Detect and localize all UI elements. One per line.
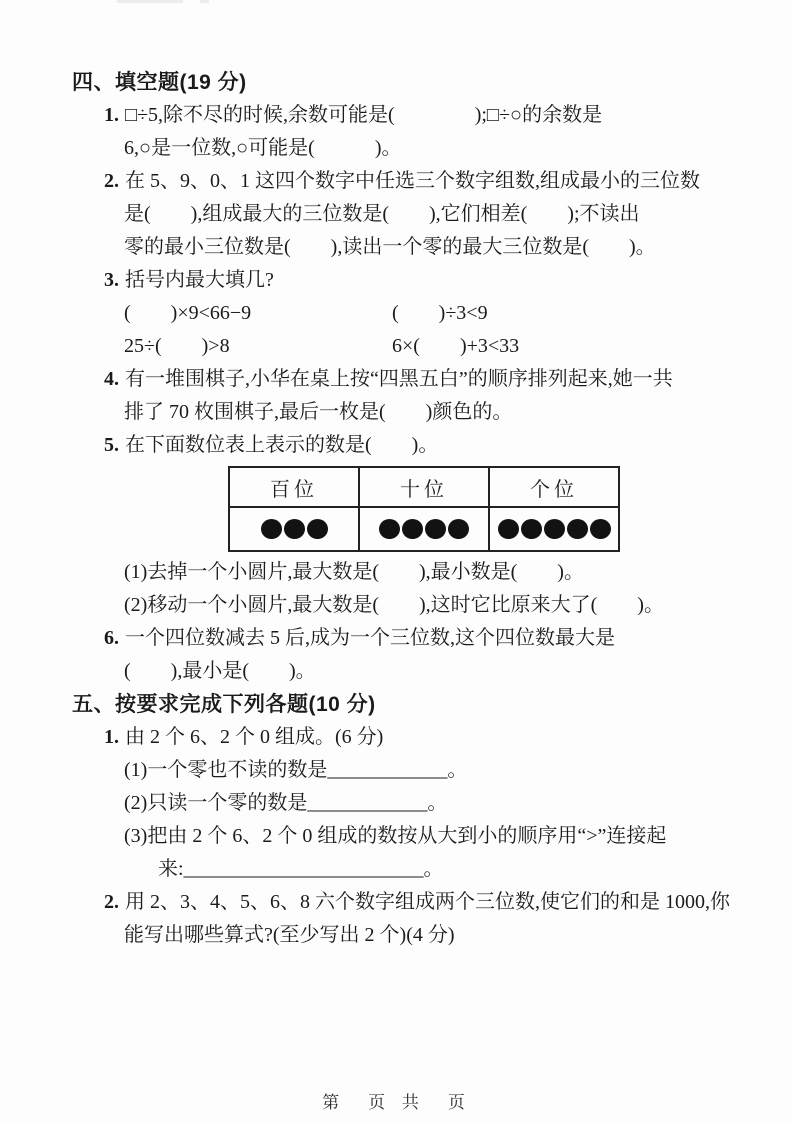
section5-heading: 五、按要求完成下列各题(10 分) <box>72 693 376 716</box>
s5-question-1-sub-3-line-1: (3)把由 2 个 6、2 个 0 组成的数按从大到小的顺序用“>”连接起 <box>124 825 667 847</box>
counter-dot <box>448 519 469 539</box>
question-5-sub-2: (2)移动一个小圆片,最大数是( ),这时它比原来大了( )。 <box>124 594 664 616</box>
counter-dot <box>498 519 519 539</box>
header-tens: 十位 <box>359 467 489 507</box>
s5-question-2-line-2: 能写出哪些算式?(至少写出 2 个)(4 分) <box>124 924 455 946</box>
question-1-line-1 <box>72 99 753 132</box>
question-4-line-1 <box>72 363 753 396</box>
scan-artifact <box>117 0 183 3</box>
counter-dot <box>567 519 588 539</box>
question-2-line-2: 是( ),组成最大的三位数是( ),它们相差( );不读出 <box>124 203 640 225</box>
place-value-dots-row <box>229 507 619 551</box>
s5-question-2-line-1 <box>72 886 753 919</box>
scan-artifact <box>200 0 209 3</box>
counter-dot <box>379 519 400 539</box>
question-2-line-3: 零的最小三位数是( ),读出一个零的最大三位数是( )。 <box>124 236 656 258</box>
dots-hundreds <box>229 507 359 551</box>
question-number: 4. <box>104 368 119 390</box>
question-4-line-2: 排了 70 枚围棋子,最后一枚是( )颜色的。 <box>124 401 513 423</box>
header-ones: 个位 <box>489 467 619 507</box>
counter-dot <box>521 519 542 539</box>
counter-dot <box>544 519 565 539</box>
place-value-table <box>228 466 620 552</box>
question-number: 3. <box>104 269 119 291</box>
question-text: 在下面数位表上表示的数是( )。 <box>125 434 439 456</box>
s5-question-1-sub-1: (1)一个零也不读的数是____________。 <box>124 759 468 781</box>
question-6-line-1 <box>72 622 753 655</box>
question-text: 一个四位数减去 5 后,成为一个三位数,这个四位数最大是 <box>125 627 615 649</box>
counter-dot <box>590 519 611 539</box>
question-5-sub-1: (1)去掉一个小圆片,最大数是( ),最小数是( )。 <box>124 561 584 583</box>
counter-dot <box>261 519 282 539</box>
counter-dot <box>425 519 446 539</box>
dots-ones <box>489 507 619 551</box>
expression: 25÷( )>8 <box>124 335 230 357</box>
question-5-prompt <box>72 429 753 462</box>
question-text: 用 2、3、4、5、6、8 六个数字组成两个三位数,使它们的和是 1000,你 <box>125 891 730 913</box>
s5-question-1-sub-2: (2)只读一个零的数是____________。 <box>124 792 448 814</box>
header-hundreds: 百位 <box>229 467 359 507</box>
question-number: 1. <box>104 104 119 126</box>
expression: 6×( )+3<33 <box>392 335 520 357</box>
question-number: 5. <box>104 434 119 456</box>
question-text: 括号内最大填几? <box>125 269 274 291</box>
question-text: 有一堆围棋子,小华在桌上按“四黑五白”的顺序排列起来,她一共 <box>125 368 673 390</box>
question-number: 2. <box>104 170 119 192</box>
s5-question-1-sub-3-line-2: 来:________________________。 <box>158 858 444 880</box>
counter-dot <box>284 519 305 539</box>
expression: ( )÷3<9 <box>392 302 488 324</box>
place-value-header-row <box>229 467 619 507</box>
dots-tens <box>359 507 489 551</box>
counter-dot <box>402 519 423 539</box>
question-1-line-2: 6,○是一位数,○可能是( )。 <box>124 137 402 159</box>
question-text: □÷5,除不尽的时候,余数可能是( );□÷○的余数是 <box>125 104 603 126</box>
question-text: 由 2 个 6、2 个 0 组成。(6 分) <box>125 726 384 748</box>
page-footer: 第 页 共 页 <box>322 1093 471 1112</box>
question-text: 在 5、9、0、1 这四个数字中任选三个数字组数,组成最小的三位数 <box>125 170 700 192</box>
question-3-row-1 <box>72 297 753 330</box>
section4-heading: 四、填空题(19 分) <box>72 71 247 94</box>
question-number: 2. <box>104 891 119 913</box>
question-2-line-1 <box>72 165 753 198</box>
expression: ( )×9<66−9 <box>124 302 252 324</box>
s5-question-1-prompt <box>72 721 753 754</box>
counter-dot <box>307 519 328 539</box>
question-number: 1. <box>104 726 119 748</box>
question-3-row-2 <box>72 330 753 363</box>
question-number: 6. <box>104 627 119 649</box>
question-3-prompt <box>72 264 753 297</box>
question-6-line-2: ( ),最小是( )。 <box>124 660 316 682</box>
